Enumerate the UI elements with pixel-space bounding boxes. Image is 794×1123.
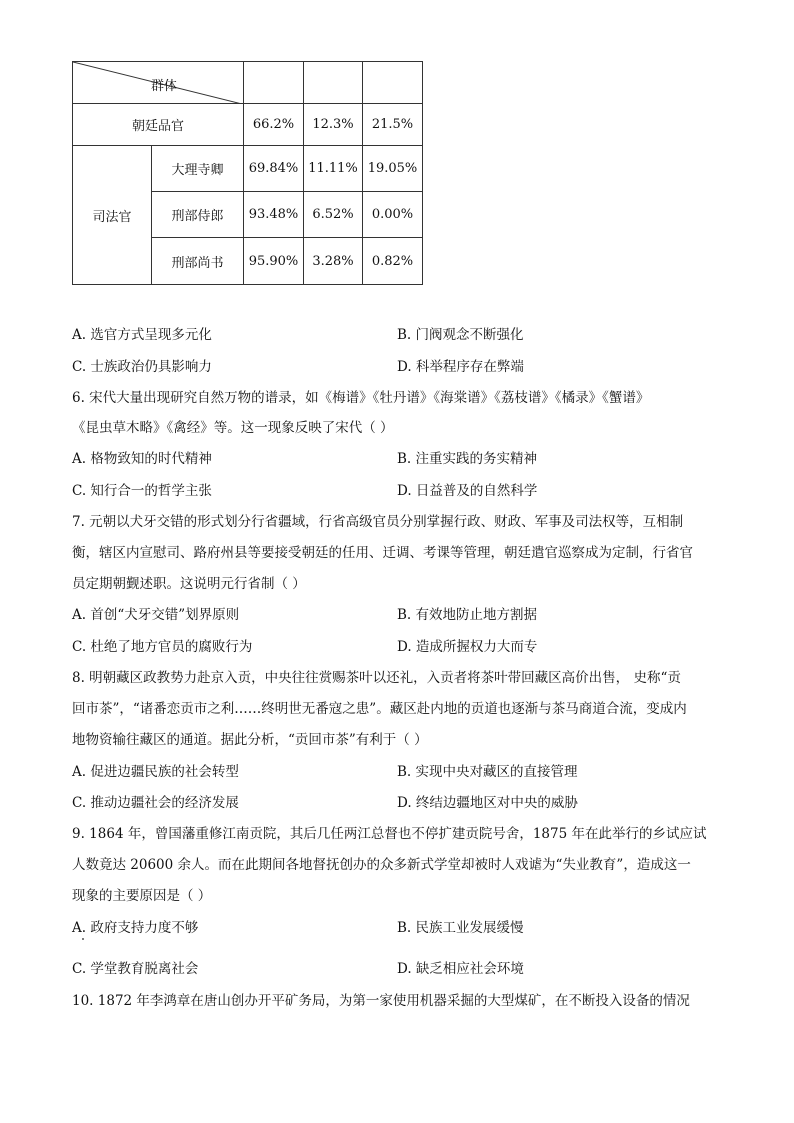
q5-option-c: C. 士族政治仍具影响力 <box>72 359 212 375</box>
table-cell: 3.28% <box>304 238 363 285</box>
stray-dot <box>82 938 84 940</box>
table-cell: 0.00% <box>363 192 423 238</box>
table-header-col-3 <box>363 62 423 104</box>
row-label: 刑部尚书 <box>152 238 244 285</box>
q5-option-d: D. 科举程序存在弊端 <box>397 359 524 375</box>
table-cell: 11.11% <box>304 146 363 192</box>
table-header-diagonal-cell <box>73 62 244 104</box>
row-label: 朝廷品官 <box>73 104 244 146</box>
table-cell: 12.3% <box>304 104 363 146</box>
q7-option-c: C. 杜绝了地方官员的腐败行为 <box>72 639 253 655</box>
q8-stem-line-1: 8. 明朝藏区政教势力赴京入贡，中央往往赏赐茶叶以还礼，入贡者将茶叶带回藏区高价出售， 史称“贡 <box>72 670 681 686</box>
table-cell: 6.52% <box>304 192 363 238</box>
q9-option-a: A. 政府支持力度不够 <box>72 920 199 936</box>
q7-stem-line-3: 员定期朝觐述职。这说明元行省制（ ） <box>72 576 306 592</box>
q7-option-b: B. 有效地防止地方割据 <box>397 607 538 623</box>
table-cell: 66.2% <box>244 104 304 146</box>
table-cell: 93.48% <box>244 192 304 238</box>
table-row <box>73 104 423 146</box>
q8-option-b: B. 实现中央对藏区的直接管理 <box>397 764 578 780</box>
q6-option-c: C. 知行合一的哲学主张 <box>72 483 212 499</box>
q8-stem-line-2: 回市茶”，“诸番恋贡市之利……终明世无番寇之患”。藏区赴内地的贡道也逐渐与茶马商道合流，变成内 <box>72 701 687 717</box>
q7-option-d: D. 造成所握权力大而专 <box>397 639 538 655</box>
q9-stem-line-2: 人数竟达 20600 余人。而在此期间各地督抚创办的众多新式学堂却被时人戏谑为“失业教育”，造成这一 <box>72 857 691 873</box>
table-header-col-1 <box>244 62 304 104</box>
table-header-label: 群体 <box>151 79 178 94</box>
row-label: 刑部侍郎 <box>152 192 244 238</box>
q9-option-c: C. 学堂教育脱离社会 <box>72 961 199 977</box>
q7-stem-line-2: 衡，辖区内宣慰司、路府州县等要接受朝廷的任用、迁调、考课等管理，朝廷遣官巡察成为定制，行省官 <box>72 545 693 561</box>
statistics-table <box>72 61 423 285</box>
row-label: 大理寺卿 <box>152 146 244 192</box>
q9-option-d: D. 缺乏相应社会环境 <box>397 961 524 977</box>
table-cell: 69.84% <box>244 146 304 192</box>
q6-option-d: D. 日益普及的自然科学 <box>397 483 538 499</box>
q9-option-b: B. 民族工业发展缓慢 <box>397 920 524 936</box>
group-label: 司法官 <box>73 146 152 285</box>
q6-stem-line-1: 6. 宋代大量出现研究自然万物的谱录，如《梅谱》《牡丹谱》《海棠谱》《荔枝谱》《橘录》《蟹谱》 <box>72 390 650 406</box>
table-cell: 21.5% <box>363 104 423 146</box>
q5-option-a: A. 选官方式呈现多元化 <box>72 327 212 343</box>
q8-stem-line-3: 地物资输往藏区的通道。据此分析，“贡回市茶”有利于（ ） <box>72 732 428 748</box>
q9-stem-line-3: 现象的主要原因是（ ） <box>72 888 212 904</box>
q6-option-a: A. 格物致知的时代精神 <box>72 451 212 467</box>
q8-option-c: C. 推动边疆社会的经济发展 <box>72 795 239 811</box>
q8-option-d: D. 终结边疆地区对中央的威胁 <box>397 795 578 811</box>
table-cell: 0.82% <box>363 238 423 285</box>
table-cell: 19.05% <box>363 146 423 192</box>
q6-stem-line-2: 《昆虫草木略》《禽经》等。这一现象反映了宋代（ ） <box>72 420 394 436</box>
q9-stem-line-1: 9. 1864 年，曾国藩重修江南贡院，其后几任两江总督也不停扩建贡院号舍，1875 年在此举行的乡试应试 <box>72 826 707 842</box>
table-header-col-2 <box>304 62 363 104</box>
q6-option-b: B. 注重实践的务实精神 <box>397 451 538 467</box>
q7-option-a: A. 首创“犬牙交错”划界原则 <box>72 607 240 623</box>
q10-stem-line-1: 10. 1872 年李鸿章在唐山创办开平矿务局，为第一家使用机器采掘的大型煤矿，在不断投入设备的情况 <box>72 993 690 1009</box>
table-row <box>73 146 423 192</box>
table-cell: 95.90% <box>244 238 304 285</box>
q8-option-a: A. 促进边疆民族的社会转型 <box>72 764 239 780</box>
q7-stem-line-1: 7. 元朝以犬牙交错的形式划分行省疆域，行省高级官员分别掌握行政、财政、军事及司法权等，互相制 <box>72 514 684 530</box>
q5-option-b: B. 门阀观念不断强化 <box>397 327 524 343</box>
